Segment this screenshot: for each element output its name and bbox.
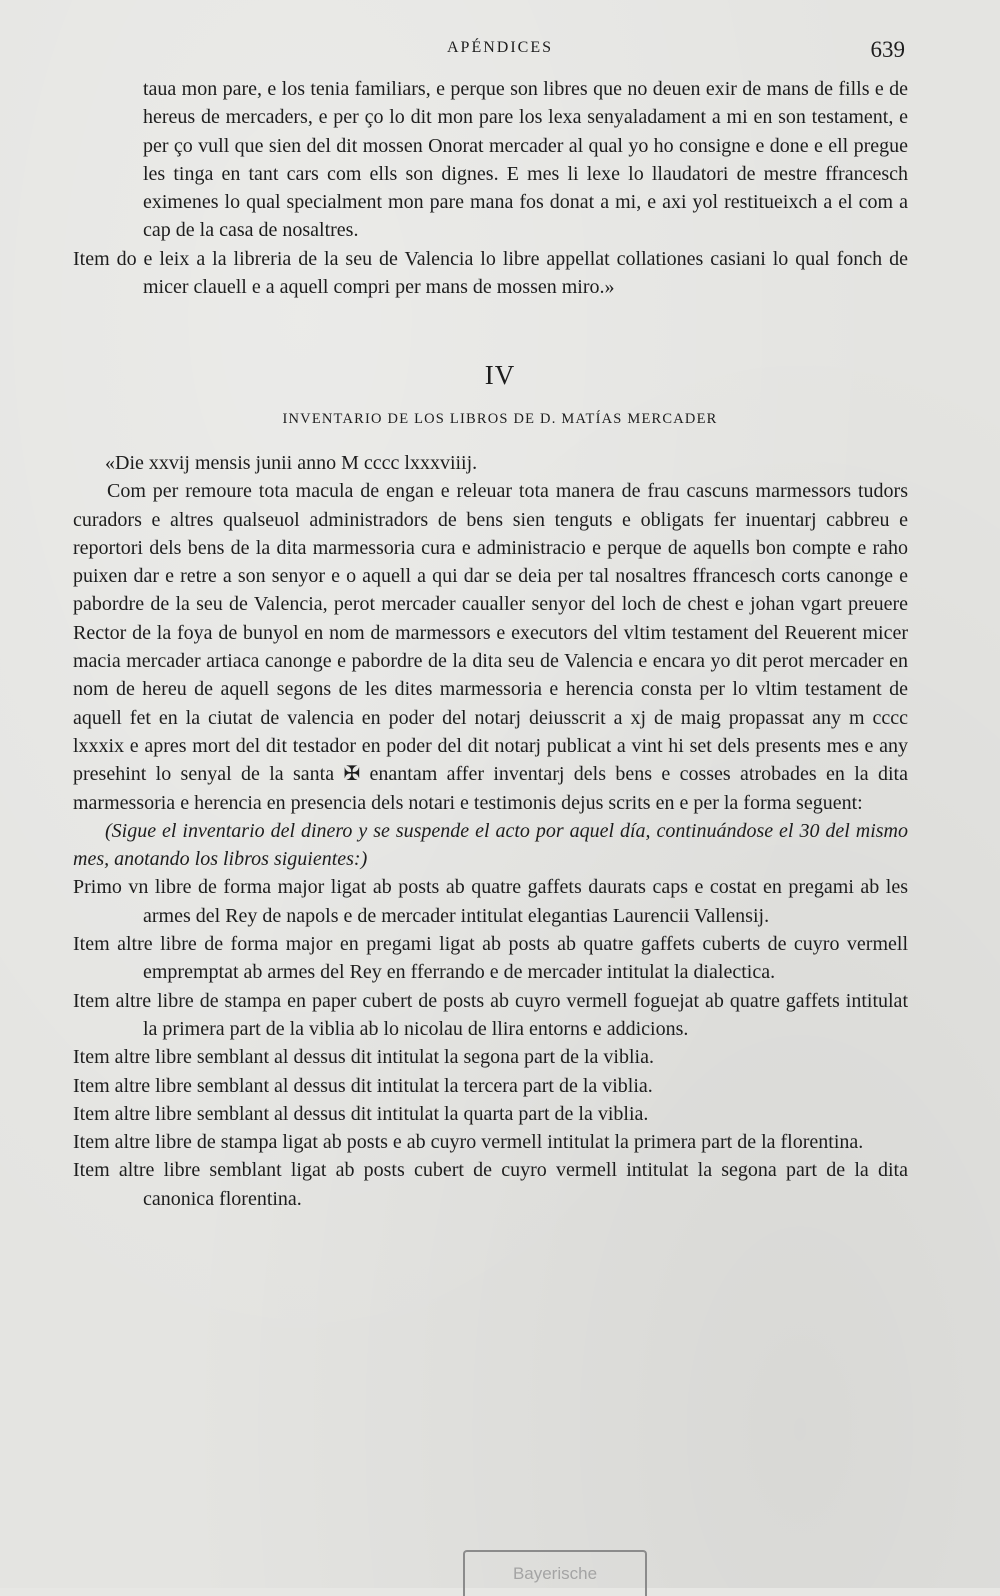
list-item: Item altre libre de stampa ligat ab posts e ab cuyro vermell intitulat la primera part de la florentina. bbox=[73, 1131, 864, 1154]
inventory-preamble: Com per remoure tota macula de engan e releuar tota manera de frau cascuns marmessors tudors curadors e altres qualseuol administradors de bens sien tenguts e obligats fer inuentarj cabbreu e reportori dels bens de la dita marmessoria cura e administracio e perque de aquells bon compte e raho puixen dar e retre a son senyor e o aquell a qui dar se deia per tal nosaltres ffrancesch corts canonge e pabordre de la seu de Valencia, perot mercader caualler senyor del loch de chest e johan vgart preuere Rector de la foya de bunyol en nom de marmessors e executors del vltim testament del Reuerent micer macia mercader artiaca canonge e pabordre de la dita seu de Valencia e encara yo dit perot mercader en nom de hereu de aquell segons de les dites marmessoria e herencia consta per lo vltim testament de aquell fet en la ciutat de valencia en poder del notarj deiusscrit a xj de maig propassat any m cccc lxxxix e apres mort del dit testador en poder del dit notarj publicat a vint hi set dels presents mes e any presehint lo senyal de la santa ✠ enantam affer inventarj dels bens e cosses atrobades en la dita marmessoria e herencia en presencia dels notari e testimonis dejus scrits en e per la forma seguent: bbox=[73, 480, 908, 814]
list-item: Primo vn libre de forma major ligat ab posts ab quatre gaffets daurats caps e costat en pregami ab les armes del Rey de napols e de mercader intitulat elegantias Laurencii Vallensij. bbox=[73, 876, 908, 927]
date-line: «Die xxvij mensis junii anno M cccc lxxxviiij. bbox=[105, 452, 478, 474]
bequest-item: Item do e leix a la libreria de la seu de Valencia lo libre appellat collationes casiani lo qual fonch de micer clauell e a aquell compri per mans de mossen miro.» bbox=[73, 247, 908, 299]
list-item: Item altre libre semblant ligat ab posts cubert de cuyro vermell intitulat la segona part de la dita canonica florentina. bbox=[73, 1159, 908, 1210]
list-item: Item altre libre semblant al dessus dit intitulat la tercera part de la viblia. bbox=[73, 1074, 653, 1097]
main-text-block bbox=[73, 449, 908, 1213]
list-item: Item altre libre de forma major en pregami ligat ab posts ab quatre gaffets cuberts de cuyro vermell empremptat ab armes del Rey en fferrando e de mercader intitulat la dialectica. bbox=[73, 933, 908, 984]
library-stamp: Bayerische bbox=[463, 1550, 647, 1596]
top-text-block bbox=[73, 75, 908, 301]
section-number: IV bbox=[484, 360, 516, 390]
page-number: 639 bbox=[870, 37, 905, 62]
continuation-paragraph: taua mon pare, e los tenia familiars, e perque son libres que no deuen exir de mans de fills e de hereus de mercaders, e per ço lo dit mon pare los lexa senyaladament a mi en son testament, e per ço vull que sien del dit mossen Onorat mercader al qual yo ho consigne e done e ell pregue les tinga en tant cars com ells son dignes. E mes li lexe lo llaudatori de mestre ffrancesch eximenes lo qual specialment mon pare mana fos donat a mi, e axi yol restitueixch a el com a cap de la casa de nosaltres. bbox=[143, 78, 908, 242]
list-item: Item altre libre semblant al dessus dit intitulat la segona part de la viblia. bbox=[73, 1046, 654, 1069]
list-item: Item altre libre semblant al dessus dit intitulat la quarta part de la viblia. bbox=[73, 1102, 649, 1125]
running-title: APÉNDICES bbox=[446, 39, 553, 56]
list-item: Item altre libre de stampa en paper cubert de posts ab cuyro vermell foguejat ab quatre gaffets intitulat la primera part de la viblia ab lo nicolau de llira entorns e addicions. bbox=[73, 989, 908, 1040]
running-head bbox=[0, 37, 1000, 65]
section-title: INVENTARIO DE LOS LIBROS DE D. MATÍAS MERCADER bbox=[282, 411, 718, 427]
editorial-note: (Sigue el inventario del dinero y se suspende el acto por aquel día, continuándose el 30 del mismo mes, anotando los libros siguientes:) bbox=[73, 819, 908, 871]
